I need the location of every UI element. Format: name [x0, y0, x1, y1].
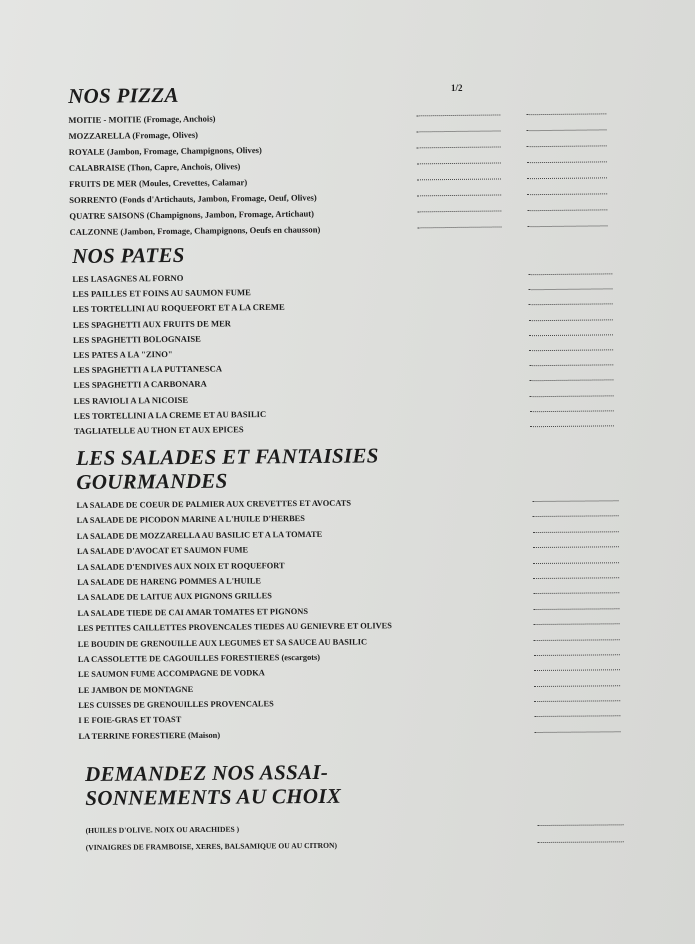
price-line	[526, 106, 606, 115]
menu-item-label: LES TORTELLINI AU ROQUEFORT ET A LA CREME	[72, 302, 285, 315]
price-line	[533, 509, 619, 518]
price-line	[527, 186, 607, 195]
price-line-half	[417, 155, 501, 164]
price-line	[533, 570, 619, 579]
price-line-half	[417, 139, 501, 148]
price-line	[527, 202, 607, 211]
price-line-half	[416, 107, 500, 116]
price-line-half	[416, 123, 500, 132]
menu-item-label: LA SALADE D'ENDIVES AUX NOIX ET ROQUEFORT	[77, 560, 285, 572]
price-line	[529, 357, 613, 366]
menu-item-label: LES SPAGHETTI A CARBONARA	[73, 378, 207, 391]
price-line	[526, 122, 606, 131]
menu-item-label: LE JAMBON DE MONTAGNE	[78, 684, 194, 695]
salades-title-line2: GOURMANDES	[76, 468, 228, 494]
menu-item-label: LES TORTELLINI A LA CREME ET AU BASILIC	[73, 408, 267, 421]
menu-item-label: LA SALADE DE PICODON MARINE A L'HUILE D'HERBES	[76, 514, 305, 526]
price-line	[529, 373, 613, 382]
price-line	[533, 586, 619, 595]
price-line	[533, 524, 619, 533]
pizza-list	[68, 106, 629, 240]
price-line	[529, 342, 613, 351]
price-line-half	[417, 187, 501, 196]
price-line	[534, 632, 620, 641]
price-line	[538, 834, 624, 843]
price-line	[528, 266, 612, 275]
menu-item-label: LA SALADE TIEDE DE CAI AMAR TOMATES ET PIGNONS	[77, 606, 309, 618]
half-size-column-header: 1/2	[451, 83, 463, 93]
menu-item-label: LES SPAGHETTI AUX FRUITS DE MER	[72, 317, 232, 330]
price-line	[534, 616, 620, 625]
menu-item-label: QUATRE SAISONS (Champignons, Jambon, Fromage, Artichaut)	[69, 208, 315, 221]
pates-section	[72, 238, 634, 439]
salades-section	[76, 441, 639, 744]
menu-item-label: I E FOIE-GRAS ET TOAST	[78, 715, 182, 726]
pizza-section	[68, 78, 630, 240]
menu-item-label: LA SALADE DE LAITUE AUX PIGNONS GRILLES	[77, 591, 272, 603]
price-line	[534, 663, 620, 672]
menu-item-label: TAGLIATELLE AU THON ET AUX EPICES	[73, 424, 244, 436]
price-line	[534, 693, 620, 702]
menu-item-label: ROYALE (Jambon, Fromage, Champignons, Olives)	[68, 144, 262, 157]
menu-item-label: LES PATES A LA "ZINO"	[73, 348, 173, 360]
menu-item-label: CALZONNE (Jambon, Fromage, Champignons, Oeufs en chausson)	[69, 224, 321, 237]
menu-item	[86, 834, 646, 856]
price-line	[527, 170, 607, 179]
price-line	[534, 724, 620, 733]
price-line	[527, 218, 607, 227]
menu-item-label: LE SAUMON FUME ACCOMPAGNE DE VODKA	[77, 668, 265, 680]
menu-item-label: LA TERRINE FORESTIERE (Maison)	[78, 730, 221, 741]
pates-title: NOS PATES	[72, 242, 185, 268]
price-line	[529, 297, 613, 306]
price-line	[533, 601, 619, 610]
menu-item-label: LES SPAGHETTI BOLOGNAISE	[72, 333, 201, 345]
menu-item-label: LES PETITES CAILLETTES PROVENCALES TIEDES AU GENIEVRE ET OLIVES	[77, 621, 392, 634]
menu-item-label: CALABRAISE (Thon, Capre, Anchois, Olives)	[68, 161, 241, 173]
salades-title-line1: LES SALADES ET FANTAISIES	[76, 443, 379, 470]
menu-item-label: LA CASSOLETTE DE CAGOUILLES FORESTIERES (escargots)	[77, 652, 321, 664]
price-line-half	[417, 171, 501, 180]
menu-item-label: LES CUISSES DE GRENOUILLES PROVENCALES	[78, 699, 274, 711]
price-line	[534, 678, 620, 687]
price-line	[527, 154, 607, 163]
price-line	[534, 709, 620, 718]
assaisonnements-title-line1: DEMANDEZ NOS ASSAI-	[85, 759, 329, 786]
price-line	[529, 327, 613, 336]
price-line	[528, 282, 612, 291]
price-line	[532, 493, 618, 502]
price-line	[534, 647, 620, 656]
price-line-half	[417, 219, 501, 228]
price-line	[527, 138, 607, 147]
price-line	[530, 388, 614, 397]
menu-item-label: (HUILES D'OLIVE. NOIX OU ARACHIDES )	[85, 824, 240, 835]
menu-item-label: MOITIE - MOITIE (Fromage, Anchois)	[68, 113, 216, 125]
menu-item-label: LA SALADE DE MOZZARELLA AU BASILIC ET A LA TOMATE	[76, 529, 323, 541]
menu-item-label: (VINAIGRES DE FRAMBOISE, XERES, BALSAMIQUE OU AU CITRON)	[85, 840, 338, 852]
menu-item-label: LES PAILLES ET FOINS AU SAUMON FUME	[72, 287, 251, 300]
assaisonnements-list	[86, 817, 646, 856]
menu-item-label: SORRENTO (Fonds d'Artichauts, Jambon, Fromage, Oeuf, Olives)	[69, 192, 317, 205]
menu-item-label: LA SALADE DE COEUR DE PALMIER AUX CREVETTES ET AVOCATS	[76, 498, 352, 510]
menu-item-label: LES LASAGNES AL FORNO	[72, 272, 184, 284]
assaisonnements-section	[85, 757, 646, 856]
salades-list	[76, 493, 638, 744]
price-line	[529, 312, 613, 321]
price-line	[533, 555, 619, 564]
price-line	[538, 817, 624, 826]
price-line	[530, 403, 614, 412]
menu-item-label: FRUITS DE MER (Moules, Crevettes, Calamar)	[68, 177, 248, 189]
price-line	[530, 418, 614, 427]
menu-item-label: MOZZARELLA (Fromage, Olives)	[68, 129, 199, 141]
menu-item-label: LE BOUDIN DE GRENOUILLE AUX LEGUMES ET SA SAUCE AU BASILIC	[77, 636, 368, 649]
menu-item-label: LES SPAGHETTI A LA PUTTANESCA	[73, 363, 223, 376]
assaisonnements-title-line2: SONNEMENTS AU CHOIX	[85, 783, 342, 810]
menu-item-label: LA SALADE DE HARENG POMMES A L'HUILE	[77, 576, 262, 587]
menu-item-label: LES RAVIOLI A LA NICOISE	[73, 394, 189, 406]
price-line	[533, 539, 619, 548]
pizza-title: NOS PIZZA	[68, 82, 179, 108]
menu-item-label: LA SALADE D'AVOCAT ET SAUMON FUME	[76, 545, 249, 557]
price-line-half	[417, 203, 501, 212]
pates-list	[72, 266, 634, 439]
